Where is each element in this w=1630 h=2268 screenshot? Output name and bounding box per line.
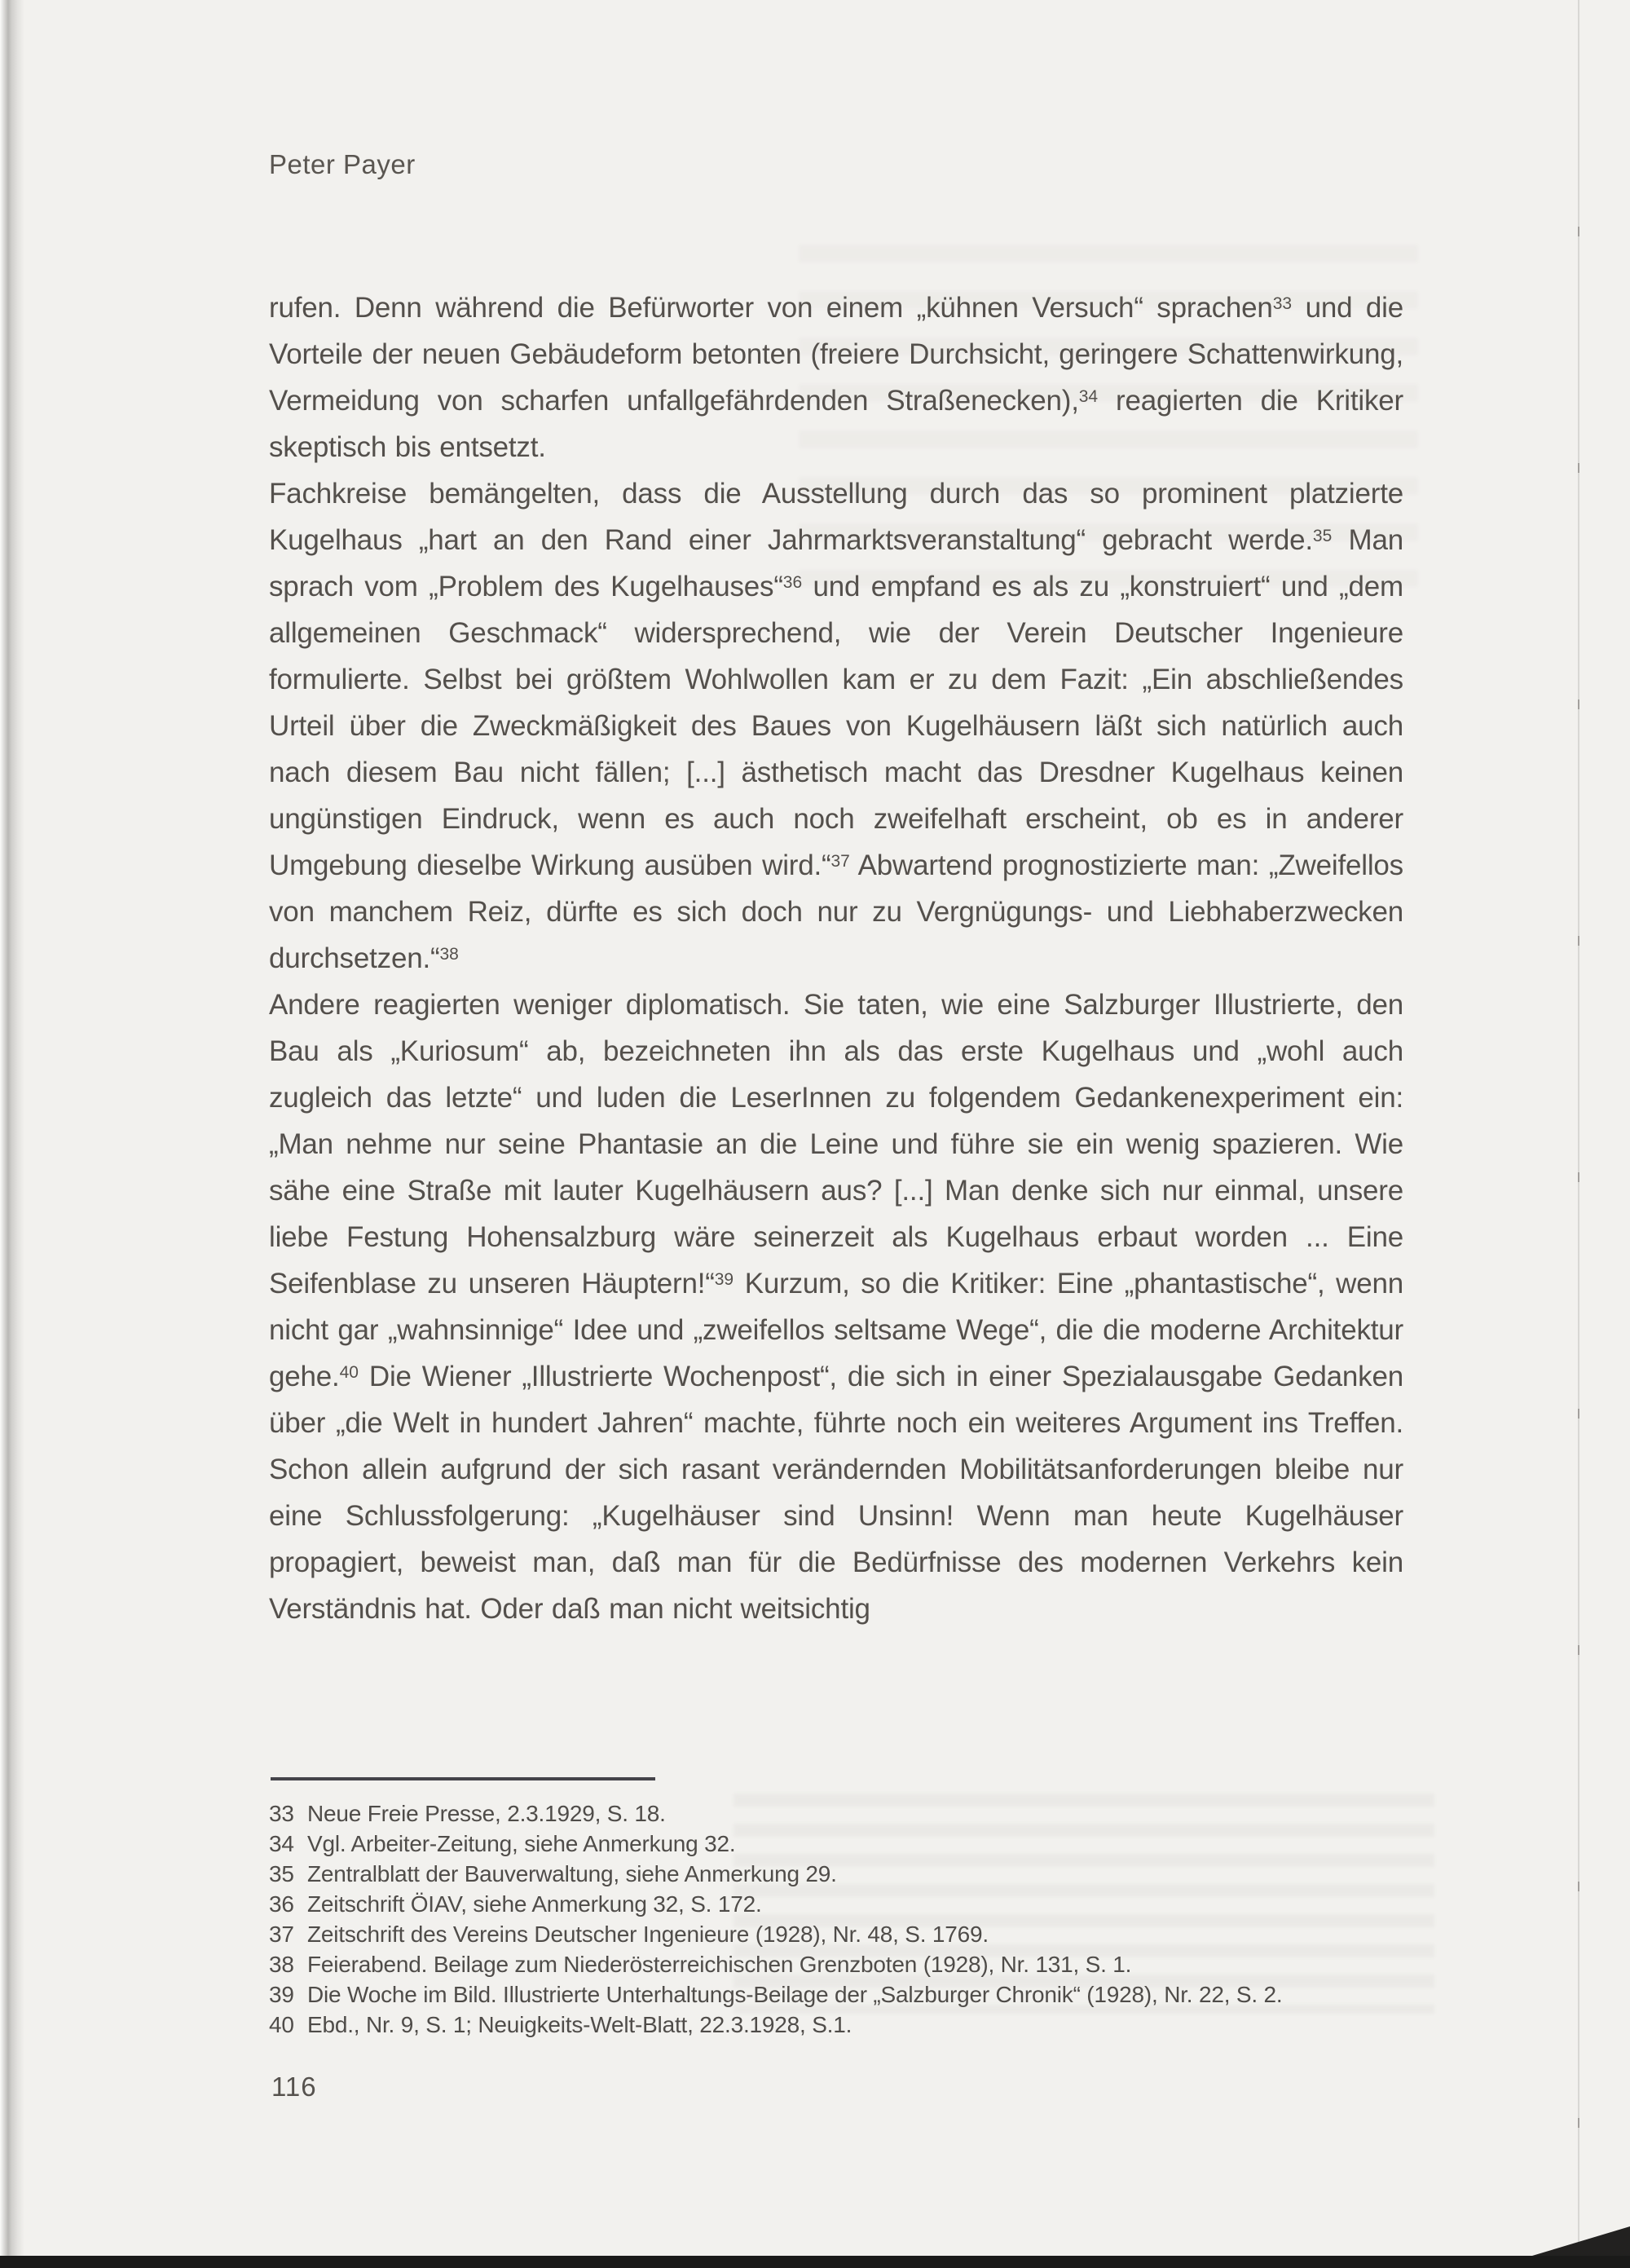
footnote-marker: 34	[1078, 386, 1099, 406]
footnote-item	[269, 1979, 1479, 2010]
page-header-author: Peter Payer	[269, 149, 416, 179]
footnote-text: Zeitschrift ÖIAV, siehe Anmerkung 32, S. 172.	[307, 1891, 762, 1917]
footnote-number: 39	[269, 1982, 294, 2007]
footnote-text: Zentralblatt der Bauverwaltung, siehe Anmerkung 29.	[307, 1861, 837, 1886]
footnote-item	[269, 1859, 1479, 1889]
footnote-item	[269, 1798, 1479, 1829]
footnote-marker: 38	[439, 944, 459, 964]
footnote-text: Zeitschrift des Vereins Deutscher Ingenieure (1928), Nr. 48, S. 1769.	[307, 1922, 989, 1947]
footnote-number: 38	[269, 1952, 294, 1977]
footnote-marker: 36	[782, 572, 803, 592]
footnote-number: 33	[269, 1801, 294, 1826]
footnote-number: 40	[269, 2012, 294, 2037]
paragraph: rufen. Denn während die Befürworter von einem „kühnen Versuch“ sprachen$^{33}$ und die Vorteile der neuen Gebäudeform betonten (freiere Durchsicht, geringere Schattenwirkung, Vermeidung von scharfen unfallgefährdenden Straßenecken),$^{34}$ reagierten die Kritiker skeptisch bis entsetzt.	[269, 292, 1403, 463]
footnote-item	[269, 1949, 1479, 1979]
paragraph: Andere reagierten weniger diplomatisch. Sie taten, wie eine Salzburger Illustrierte, den Bau als „Kuriosum“ ab, bezeichneten ihn als das erste Kugelhaus und „wohl auch zugleich das letzte“ und luden die LeserInnen zu folgendem Gedankenexperiment ein: „Man nehme nur seine Phantasie an die Leine und führe sie ein wenig spazieren. Wie sähe eine Straße mit lauter Kugelhäusern aus? [...] Man denke sich nur einmal, unsere liebe Festung Hohensalzburg wäre seinerzeit als Kugelhaus erbaut worden ... Eine Seifenblase zu unseren Häuptern!“$^{39}$ Kurzum, so die Kritiker: Eine „phantastische“, wenn nicht gar „wahnsinnige“ Idee und „zweifellos seltsame Wege“, die die moderne Architektur gehe.$^{40}$ Die Wiener „Illustrierte Wochenpost“, die sich in einer Spezialausgabe Gedanken über „die Welt in hundert Jahren“ machte, führte noch ein weiteres Argument ins Treffen. Schon allein aufgrund der sich rasant verändernden Mobilitätsanforderungen bleibe nur eine Schlussfolgerung: „Kugelhäuser sind Unsinn! Wenn man heute Kugelhäuser propagiert, beweist man, daß man für die Bedürfnisse des modernen Verkehrs kein Verständnis hat. Oder daß man nicht weitsichtig	[269, 989, 1404, 1625]
footnote-marker: 35	[1312, 526, 1333, 545]
footnotes-list	[269, 1798, 1479, 2040]
footnote-marker: 40	[339, 1362, 359, 1382]
footnote-text: Vgl. Arbeiter-Zeitung, siehe Anmerkung 32.	[307, 1831, 736, 1856]
footnote-marker: 37	[830, 851, 850, 871]
footnote-marker: 39	[714, 1269, 734, 1289]
footnote-number: 36	[269, 1891, 294, 1917]
scan-corner-wedge	[1532, 2226, 1630, 2256]
scan-bottom-bar	[0, 2256, 1630, 2268]
footnote-item	[269, 2010, 1479, 2040]
paragraph: Fachkreise bemängelten, dass die Ausstellung durch das so prominent platzierte Kugelhaus „hart an den Rand einer Jahrmarktsveranstaltung“ gebracht werde.$^{35}$ Man sprach vom „Problem des Kugelhauses“$^{36}$ und empfand es als zu „konstruiert“ und „dem allgemeinen Geschmack“ widersprechend, wie der Verein Deutscher Ingenieure formulierte. Selbst bei größtem Wohlwollen kam er zu dem Fazit: „Ein abschließendes Urteil über die Zweckmäßigkeit des Baues von Kugelhäusern läßt sich natürlich auch nach diesem Bau nicht fällen; [...] ästhetisch macht das Dresdner Kugelhaus keinen ungünstigen Eindruck, wenn es auch noch zweifelhaft erscheint, ob es in anderer Umgebung dieselbe Wirkung ausüben wird.“$^{37}$ Abwartend prognostizierte man: „Zweifellos von manchem Reiz, dürfte es sich doch nur zu Vergnügungs- und Liebhaberzwecken durchsetzen.“$^{38}$	[269, 478, 1403, 974]
footnote-item	[269, 1829, 1479, 1859]
footnote-number: 35	[269, 1861, 294, 1886]
page-number: 116	[271, 2072, 317, 2102]
footnote-number: 37	[269, 1922, 294, 1947]
footnote-rule	[271, 1777, 655, 1780]
page-edge-line	[1578, 0, 1579, 2253]
footnote-marker: 33	[1272, 293, 1293, 313]
footnote-text: Feierabend. Beilage zum Niederösterreichischen Grenzboten (1928), Nr. 131, S. 1.	[307, 1952, 1132, 1977]
footnote-item	[269, 1889, 1479, 1919]
footnote-item	[269, 1919, 1479, 1949]
footnote-text: Ebd., Nr. 9, S. 1; Neuigkeits-Welt-Blatt, 22.3.1928, S.1.	[307, 2012, 852, 2037]
footnote-number: 34	[269, 1831, 294, 1856]
footnote-text: Die Woche im Bild. Illustrierte Unterhaltungs-Beilage der „Salzburger Chronik“ (1928), Nr. 22, S. 2.	[307, 1982, 1283, 2007]
body-text	[269, 285, 1403, 1632]
page-gutter-shadow	[0, 0, 24, 2268]
footnote-text: Neue Freie Presse, 2.3.1929, S. 18.	[307, 1801, 666, 1826]
